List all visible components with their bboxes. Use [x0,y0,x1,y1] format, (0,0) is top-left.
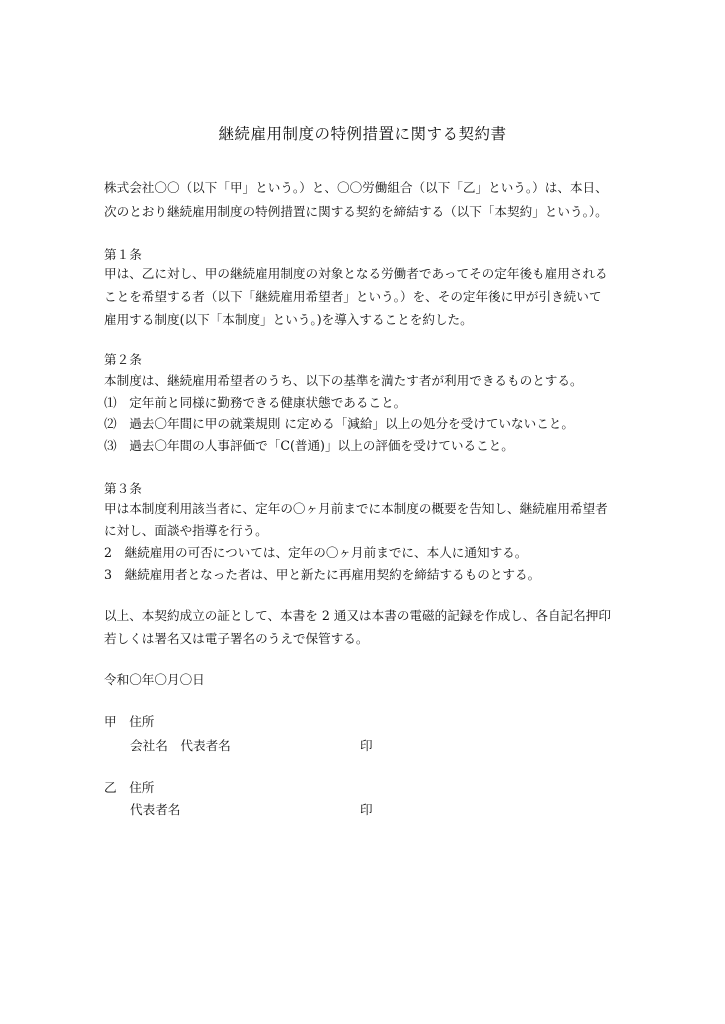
closing-line-2: 若しくは署名又は電子署名のうえで保管する。 [104,631,369,646]
article-2-heading: 第２条 [104,352,142,367]
article-1-line-2: ことを希望する者（以下「継続雇用希望者」という。）を、その定年後に甲が引き続いて [104,289,602,304]
party-b-address-label: 乙 住所 [104,780,155,795]
article-3-line-3: 2 継続雇用の可否については、定年の〇ヶ月前までに、本人に通知する。 [104,545,528,560]
article-2-item-3: ⑶ 過去〇年間の人事評価で「C(普通)」以上の評価を受けていること。 [104,438,514,453]
article-3-line-4: 3 継続雇用者となった者は、甲と新たに再雇用契約を締結するものとする。 [104,567,541,582]
party-a-seal-mark: 印 [360,738,373,753]
article-2-item-2: ⑵ 過去〇年間に甲の就業規則 に定める「減給」以上の処分を受けていないこと。 [104,416,574,431]
party-a-name-line: 会社名 代表者名 [130,738,231,753]
article-1-heading: 第１条 [104,247,142,262]
document-title: 継続雇用制度の特例措置に関する契約書 [218,125,507,143]
article-3-line-1: 甲は本制度利用該当者に、定年の〇ヶ月前までに本制度の概要を告知し、継続雇用希望者 [104,501,608,516]
closing-line-1: 以上、本契約成立の証として、本書を 2 通又は本書の電磁的記録を作成し、各自記名押印 [104,608,611,623]
contract-date: 令和〇年〇月〇日 [104,672,205,687]
party-a-address-label: 甲 住所 [104,714,155,729]
article-3-line-2: に対し、面談や指導を行う。 [104,523,268,538]
party-b-seal-mark: 印 [360,802,373,817]
article-1-line-1: 甲は、乙に対し、甲の継続雇用制度の対象となる労働者であってその定年後も雇用される [104,266,608,281]
article-2-item-1: ⑴ 定年前と同様に勤務できる健康状態であること。 [104,395,407,410]
preamble-line-2: 次のとおり継続雇用制度の特例措置に関する契約を締結する（以下「本契約」という。）。 [104,204,608,219]
article-1-line-3: 雇用する制度(以下「本制度」という。)を導入することを約した。 [104,312,473,327]
preamble-line-1: 株式会社〇〇（以下「甲」という。）と、〇〇労働組合（以下「乙」という。）は、本日、 [104,180,608,195]
article-3-heading: 第３条 [104,481,142,496]
party-b-name-line: 代表者名 [130,802,181,817]
article-2-line-1: 本制度は、継続雇用希望者のうち、以下の基準を満たす者が利用できるものとする。 [104,373,583,388]
